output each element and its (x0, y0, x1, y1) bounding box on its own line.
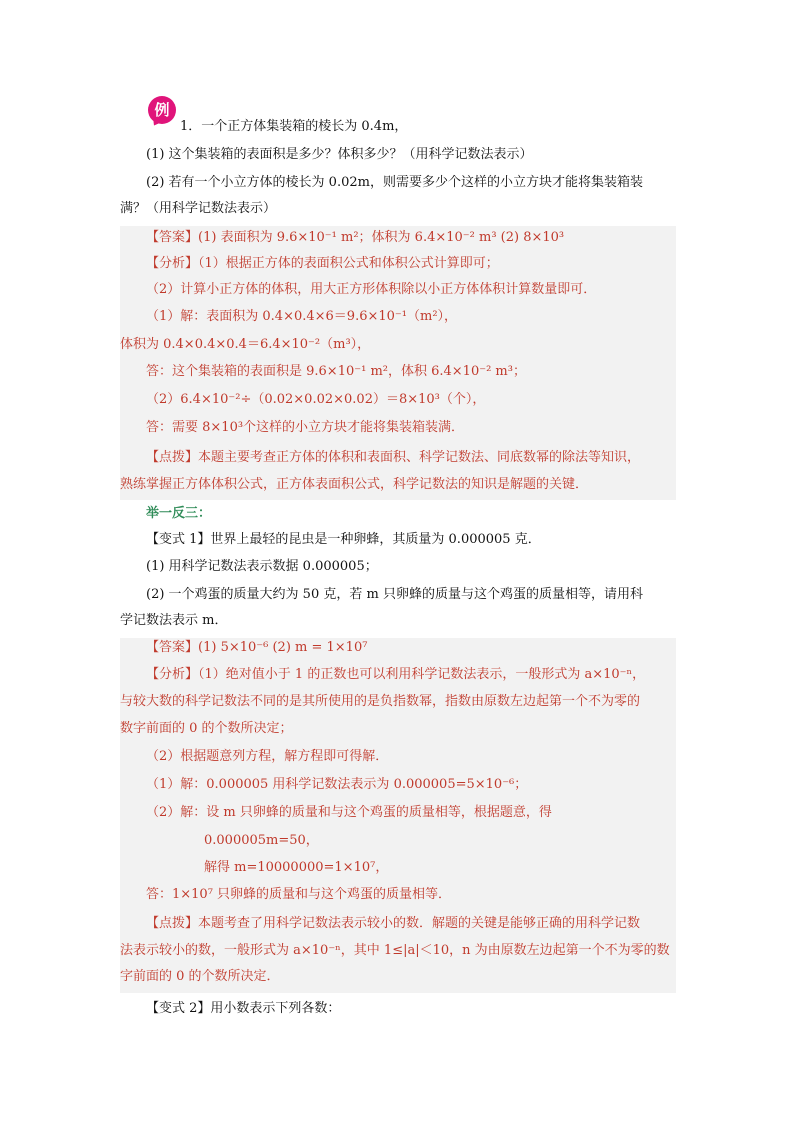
analysis-2-line-1: 【分析】（1）绝对值小于 1 的正数也可以利用科学记数法表示，一般形式为 a×10⁻ⁿ， (146, 667, 646, 682)
answer-1 (146, 227, 702, 249)
variant-1-question: 【变式 1】世界上最轻的昆虫是一种卵蜂，其质量为 0.000005 克． (146, 532, 541, 547)
answer-2: 【答案】(1) 5×10⁻⁶ (2) m = 1×10⁷ (146, 640, 368, 655)
analysis-1-line-1: 【分析】（1）根据正方体的表面积公式和体积公式计算即可； (146, 256, 499, 271)
solution-2-line-3: 0.000005m=50， (204, 833, 319, 848)
tip-1-line-2: 熟练掌握正方体体积公式，正方体表面积公式，科学记数法的知识是解题的关键． (120, 477, 589, 492)
variant-2-question: 【变式 2】用小数表示下列各数： (146, 1001, 341, 1016)
tip-2-line-2: 法表示较小的数，一般形式为 a×10⁻ⁿ，其中 1≤|a|＜10，n 为由原数左边起第一个不为零的数 (120, 943, 670, 958)
variant-1-label: 【变式 1】 (146, 532, 211, 547)
tip-1-line-1: 【点拨】本题主要考查正方体的体积和表面积、科学记数法、同底数幂的除法等知识， (146, 450, 641, 465)
solution-2-line-1: （1）解：0.000005 用科学记数法表示为 0.000005=5×10⁻⁶； (146, 777, 528, 792)
answer-label: 【答案】 (146, 230, 199, 245)
solution-2-line-2: （2）解：设 m 只卵蜂的质量和与这个鸡蛋的质量相等，根据题意，得 (146, 805, 552, 820)
analysis-2-line-4: （2）根据题意列方程，解方程即可得解． (146, 749, 389, 764)
answer-text: (1) 表面积为 9.6×10⁻¹ m²；体积为 6.4×10⁻² m³ (2) 8×10³ (198, 230, 565, 245)
question-1-part-2-line-1: (2) 若有一个小立方体的棱长为 0.02m，则需要多少个这样的小立方块才能将集装箱装 (146, 175, 643, 190)
question-1-part-2-line-2: 满？（用科学记数法表示） (120, 201, 277, 216)
tip-2-line-3: 字前面的 0 的个数所决定． (120, 969, 280, 984)
question-1-part-1: (1) 这个集装箱的表面积是多少？体积多少？（用科学记数法表示） (146, 147, 533, 162)
analysis-2-line-2: 与较大数的科学记数法不同的是其所使用的是负指数幂，指数由原数左边起第一个不为零的 (120, 694, 641, 709)
example-badge-icon (148, 96, 180, 128)
question-1: 1．一个正方体集装箱的棱长为 0.4m， (180, 119, 408, 134)
solution-2-line-5: 答：1×10⁷ 只卵蜂的质量和与这个鸡蛋的质量相等． (146, 887, 452, 902)
variant-1-part-1: (1) 用科学记数法表示数据 0.000005； (146, 559, 378, 574)
variant-1-part-2-line-1: (2) 一个鸡蛋的质量大约为 50 克，若 m 只卵蜂的质量与这个鸡蛋的质量相等，请用科 (146, 587, 643, 602)
variant-2-label: 【变式 2】 (146, 1001, 211, 1016)
solution-1-line-5: 答：需要 8×10³个这样的小立方块才能将集装箱装满． (146, 420, 465, 435)
solution-1-line-1: （1）解：表面积为 0.4×0.4×6＝9.6×10⁻¹（m²）， (146, 309, 458, 324)
analysis-1-line-2: （2）计算小正方体的体积，用大正方形体积除以小正方体体积计算数量即可． (146, 282, 597, 297)
solution-1-line-2: 体积为 0.4×0.4×0.4＝6.4×10⁻²（m³）， (120, 337, 371, 352)
solution-1-line-3: 答：这个集装箱的表面积是 9.6×10⁻¹ m²，体积 6.4×10⁻² m³； (146, 364, 526, 379)
solution-1-line-4: （2）6.4×10⁻²÷（0.02×0.02×0.02）＝8×10³（个）， (146, 392, 486, 407)
analysis-2-line-3: 数字前面的 0 的个数所决定； (120, 721, 293, 736)
variant-1-part-2-line-2: 学记数法表示 m． (120, 613, 228, 628)
example-badge-label: 例 (148, 96, 176, 124)
solution-2-line-4: 解得 m=10000000=1×10⁷， (204, 860, 389, 875)
section-title: 举一反三： (146, 506, 212, 521)
analysis-label: 【分析】 (146, 256, 199, 271)
tip-2-line-1: 【点拨】本题考查了用科学记数法表示较小的数．解题的关键是能够正确的用科学记数 (146, 916, 641, 931)
tip-label: 【点拨】 (146, 450, 199, 465)
